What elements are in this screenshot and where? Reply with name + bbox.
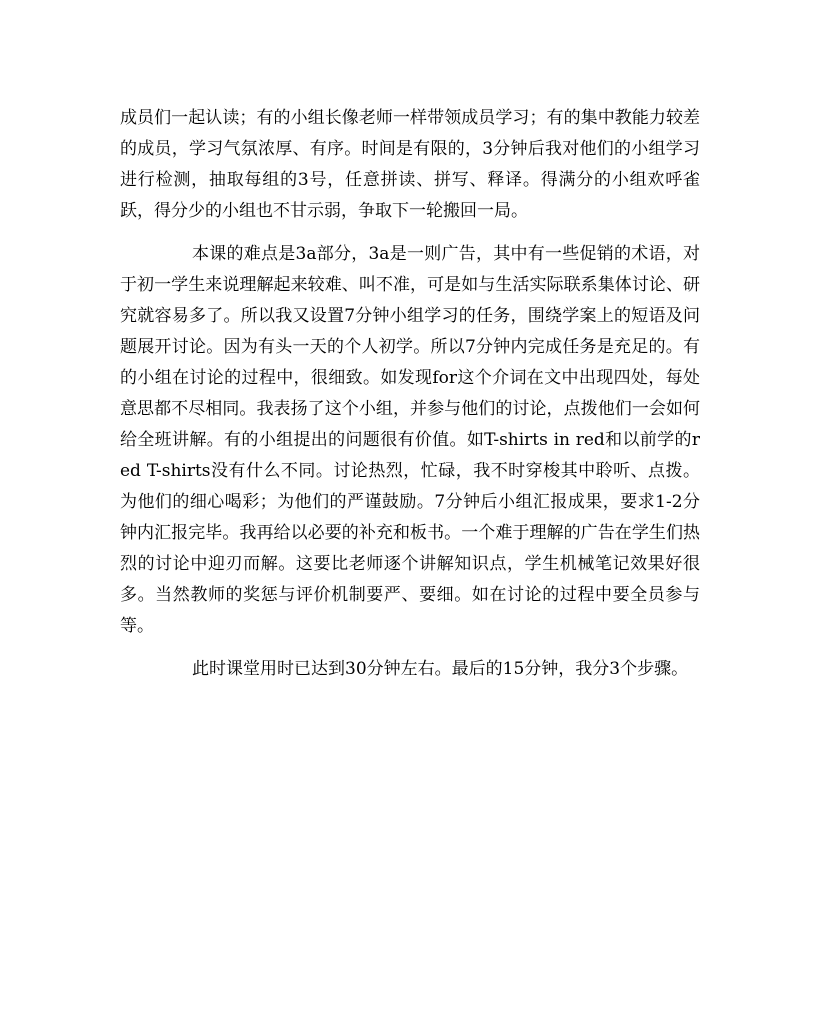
paragraph-3: 此时课堂用时已达到30分钟左右。最后的15分钟，我分3个步骤。 <box>192 659 689 679</box>
document-body <box>120 103 700 685</box>
paragraph-2: 本课的难点是3a部分，3a是一则广告，其中有一些促销的术语，对于初一学生来说理解起来较难、叫不准，可是如与生活实际联系集体讨论、研究就容易多了。所以我又设置7分钟小组学习的任务，围绕学案上的短语及问题展开讨论。因为有头一天的个人初学。所以7分钟内完成任务是充足的。有的小组在讨论的过程中，很细致。如发现for这个介词在文中出现四处，每处意思都不尽相同。我表扬了这个小组，并参与他们的讨论，点拨他们一会如何给全班讲解。有的小组提出的问题很有价值。如T-shirts in red和以前学的red T-shirts没有什么不同。讨论热烈，忙碌，我不时穿梭其中聆听、点拨。为他们的细心喝彩；为他们的严谨鼓励。7分钟后小组汇报成果，要求1-2分钟内汇报完毕。我再给以必要的补充和板书。一个难于理解的广告在学生们热烈的讨论中迎刃而解。这要比老师逐个讲解知识点，学生机械笔记效果好很多。当然教师的奖惩与评价机制要严、要细。如在讨论的过程中要全员参与等。 <box>120 244 700 636</box>
paragraph-1: 成员们一起认读；有的小组长像老师一样带领成员学习；有的集中教能力较差的成员，学习气氛浓厚、有序。时间是有限的，3分钟后我对他们的小组学习进行检测，抽取每组的3号，任意拼读、拼写、释译。得满分的小组欢呼雀跃，得分少的小组也不甘示弱，争取下一轮搬回一局。 <box>120 108 700 221</box>
